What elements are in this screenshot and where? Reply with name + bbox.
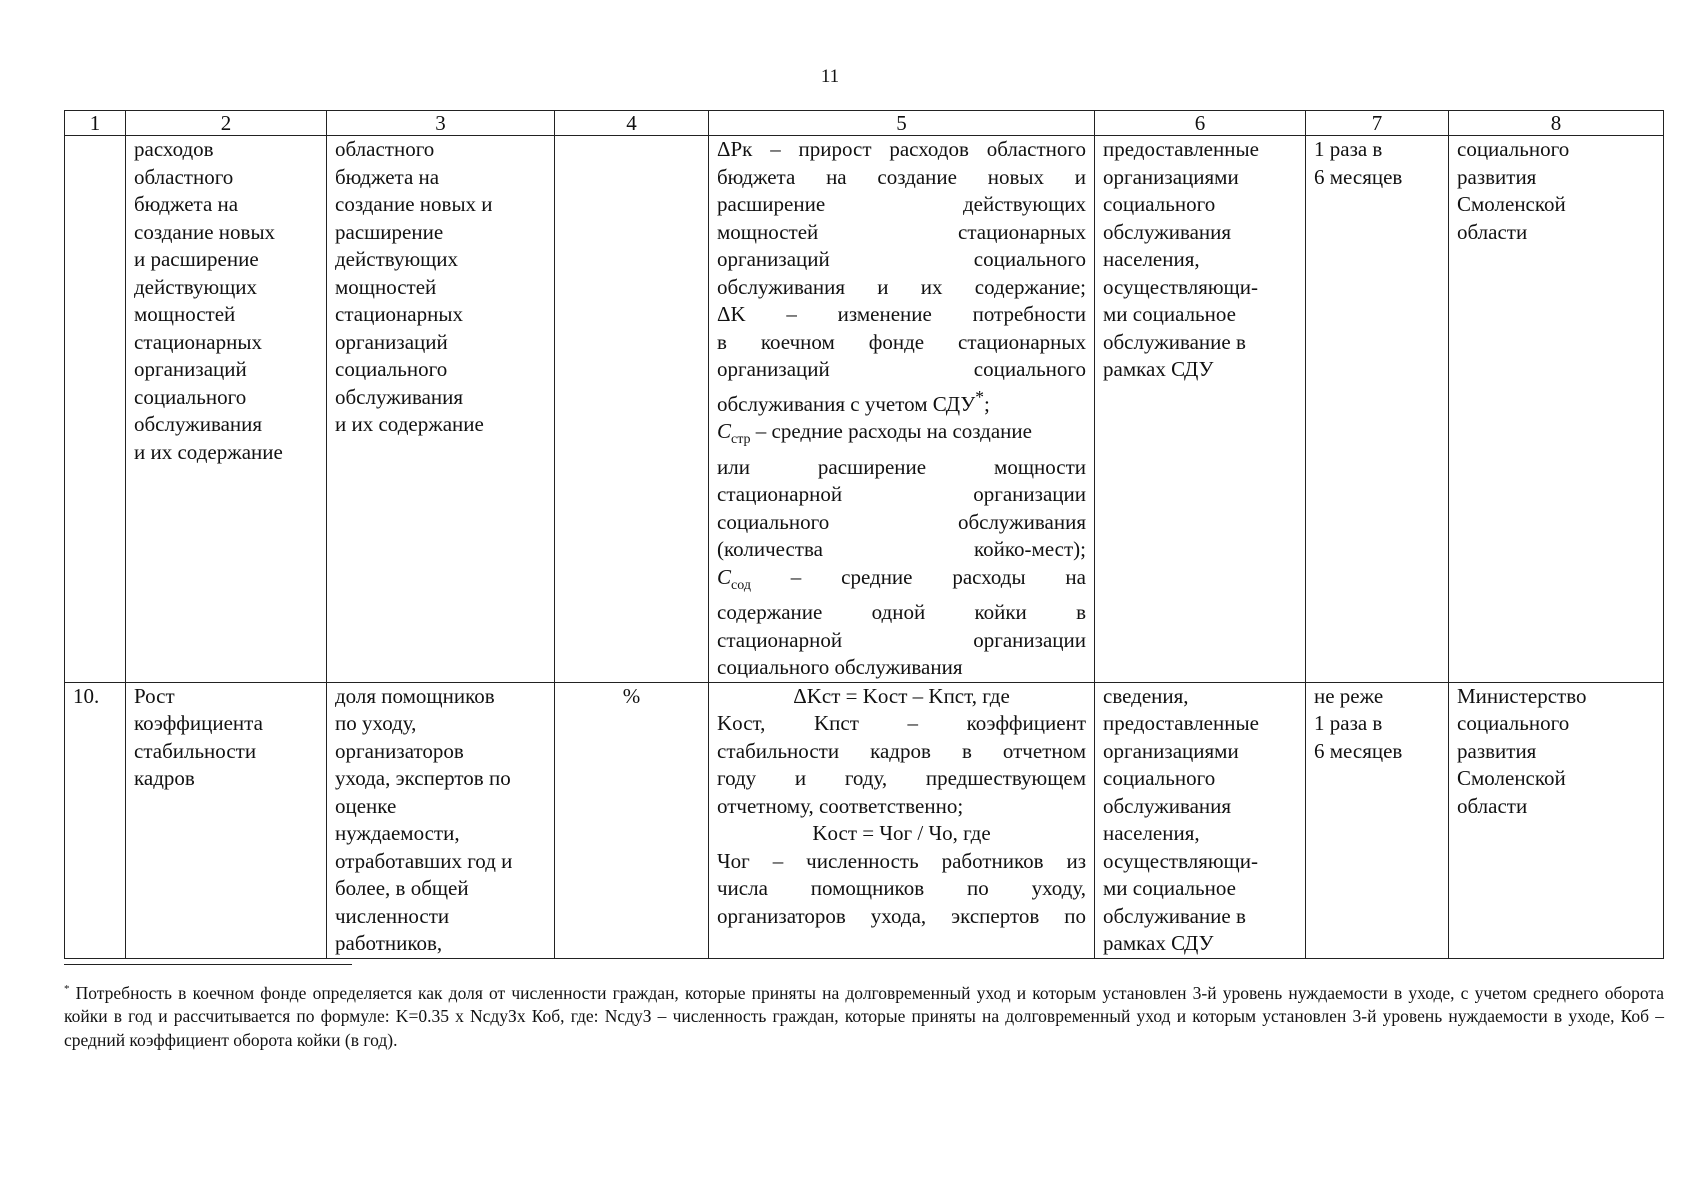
cell-text-line: обслуживание в (1103, 903, 1246, 928)
formula-line: обслуживания с учетом СДУ*; (717, 386, 990, 416)
formula-line: социального обслуживания (717, 655, 963, 679)
cell-text-line: социального (335, 357, 448, 381)
header-cell-3: 3 (327, 111, 555, 136)
cell-text-line: бюджета на (134, 192, 239, 216)
row-number-cell: 10. (65, 682, 126, 958)
cell-text-line: обслуживание в (1103, 329, 1246, 354)
cell-text-line: нуждаемости, (335, 821, 460, 845)
formula-line: Kост, Kпст – коэффициент (717, 711, 1086, 735)
header-cell-2: 2 (126, 111, 327, 136)
cell-text-line: 1 раза в (1314, 711, 1383, 735)
formula-line: ΔPк – прирост расходов областного (717, 137, 1086, 161)
cell-text-line: предоставленные (1103, 711, 1259, 735)
cell-text-line: мощностей (335, 274, 437, 299)
cell-text-line: организациями (1103, 164, 1239, 189)
table-row (65, 682, 1664, 958)
cell-text-line: расходов (134, 137, 214, 161)
formula-line: социального обслуживания (717, 509, 1086, 534)
footnote-mark: * (64, 983, 70, 995)
cell-text-line: Смоленской (1457, 766, 1566, 790)
formula-line: ΔK – изменение потребности (717, 302, 1086, 326)
formula-block-4 (717, 599, 1086, 682)
formula-line: организаторов ухода, экспертов по (717, 903, 1086, 928)
formula-line: Kост = Чог / Чо, где (812, 821, 991, 845)
cell-text-line: обслуживания (1103, 793, 1232, 818)
indicator-definition-cell (327, 682, 555, 958)
formula-cell (709, 136, 1095, 683)
cell-text-line: действующих (335, 247, 459, 271)
source-cell (1095, 136, 1306, 683)
indicator-name-cell (126, 136, 327, 683)
cell-text-line: по уходу, (335, 711, 417, 735)
formula-line: (количества койко-мест); (717, 537, 1086, 561)
header-cell-5: 5 (709, 111, 1095, 136)
formula-line: Чог – численность работников из (717, 848, 1086, 873)
formula-block-2 (717, 301, 1086, 384)
cell-text-line: стабильности (134, 738, 257, 763)
cell-text-line: обслуживания (134, 412, 263, 436)
formula-line: содержание одной койки в (717, 600, 1086, 624)
unit-cell: % (555, 682, 709, 958)
formula-line: организаций социального (717, 247, 1086, 271)
cell-text-line: осуществляющи- (1103, 848, 1258, 873)
formula-block-3 (717, 454, 1086, 564)
cell-text-line: области (1457, 219, 1528, 244)
cell-text-line: и их содержание (134, 439, 283, 464)
cell-text-line: организаторов (335, 738, 464, 763)
cell-text-line: населения, (1103, 247, 1200, 271)
cell-text-line: 1 раза в (1314, 137, 1383, 161)
cell-text-line: ми социальное (1103, 302, 1236, 326)
formula-line: ΔKст = Kост – Kпст, где (793, 683, 1010, 708)
table-row (65, 136, 1664, 683)
row-number-cell (65, 136, 126, 683)
header-cell-8: 8 (1449, 111, 1664, 136)
footnote-text: Потребность в коечном фонде определяется как доля от численности граждан, которые приняты на долговременный уход и которым установлен 3-й уровень нуждаемости в уходе, с учетом среднего оборота койки в год и рассчитывается по формуле: K=0.35 x NсдуЗх Коб, где: NсдуЗ – численность граждан, которые приняты на долговременный уход и которым установлен 3-й уровень нуждаемости в уходе, Коб – средний коэффициент оборота койки (в год). (64, 982, 1664, 1050)
c-str-line: $C_{стр}$ – средние расходы на создание (717, 419, 1032, 447)
cell-text-line: расширение (335, 219, 444, 244)
cell-text-line: рамках СДУ (1103, 931, 1214, 955)
formula-line: в коечном фонде стационарных (717, 329, 1086, 354)
page-number: 11 (820, 66, 840, 87)
cell-text-line: Смоленской (1457, 192, 1566, 216)
formula-line: бюджета на создание новых и (717, 164, 1086, 189)
cell-text-line: и расширение (134, 247, 259, 271)
cell-text-line: социального (1457, 137, 1570, 161)
cell-text-line: создание новых (134, 219, 276, 244)
formula-line: стабильности кадров в отчетном (717, 738, 1086, 763)
cell-text-line: предоставленные (1103, 137, 1259, 161)
cell-text-line: стационарных (134, 329, 262, 354)
cell-text-line: работников, (335, 931, 443, 955)
formula-line: организаций социального (717, 357, 1086, 381)
cell-text-line: организаций (134, 357, 247, 381)
cell-text-line: бюджета на (335, 164, 440, 189)
footnote-mark: * (975, 386, 984, 407)
cell-text-line: ухода, экспертов по (335, 766, 511, 790)
indicators-table (64, 110, 1664, 959)
indicator-definition-cell (327, 136, 555, 683)
header-row (65, 111, 1664, 136)
cell-text-line: более, в общей (335, 876, 469, 900)
cell-text-line: не реже (1314, 683, 1384, 708)
cell-text-line: населения, (1103, 821, 1200, 845)
formula-line: мощностей стационарных (717, 219, 1086, 244)
cell-text-line: организациями (1103, 738, 1239, 763)
cell-text-line: областного (134, 164, 234, 189)
responsible-cell (1449, 136, 1664, 683)
cell-text-line: отработавших год и (335, 848, 513, 873)
frequency-cell (1306, 136, 1449, 683)
unit-cell (555, 136, 709, 683)
responsible-cell (1449, 682, 1664, 958)
cell-text-line: обслуживания (335, 384, 464, 409)
formula-line: расширение действующих (717, 192, 1086, 216)
cell-text-line: 6 месяцев (1314, 164, 1403, 189)
cell-text-line: стационарных (335, 302, 463, 326)
cell-text-line: и их содержание (335, 412, 484, 436)
formula-block-1 (717, 136, 1086, 301)
header-cell-7: 7 (1306, 111, 1449, 136)
footnote-rule (64, 964, 352, 965)
cell-text-line: социального (1457, 711, 1570, 735)
formula-cell (709, 682, 1095, 958)
cell-text-line: численности (335, 903, 450, 928)
cell-text-line: ми социальное (1103, 876, 1236, 900)
cell-text-line: развития (1457, 164, 1537, 189)
formula-line: или расширение мощности (717, 454, 1086, 479)
formula-line: числа помощников по уходу, (717, 876, 1086, 900)
header-cell-1: 1 (65, 111, 126, 136)
header-cell-6: 6 (1095, 111, 1306, 136)
cell-text-line: рамках СДУ (1103, 357, 1214, 381)
cell-text-line: создание новых и (335, 192, 493, 216)
cell-text-line: развития (1457, 738, 1537, 763)
cell-text-line: кадров (134, 766, 195, 790)
cell-text-line: коэффициента (134, 711, 263, 735)
c-sod-line: $C_{сод}$ – средние расходы на (717, 564, 1086, 593)
cell-text-line: обслуживания (1103, 219, 1232, 244)
cell-text-line: осуществляющи- (1103, 274, 1258, 299)
formula-line: обслуживания и их содержание; (717, 274, 1086, 299)
footnote (64, 978, 1664, 1052)
formula-block-2 (717, 848, 1086, 931)
cell-text-line: социального (134, 384, 247, 409)
cell-text-line: действующих (134, 274, 258, 299)
frequency-cell (1306, 682, 1449, 958)
cell-text-line: Рост (134, 683, 175, 708)
formula-block-1 (717, 710, 1086, 793)
cell-text-line: организаций (335, 329, 448, 354)
cell-text-line: Министерство (1457, 683, 1587, 708)
formula-line: отчетному, соответственно; (717, 793, 964, 818)
formula-line: стационарной организации (717, 482, 1086, 506)
cell-text-line: социального (1103, 192, 1216, 216)
cell-text-line: оценке (335, 793, 397, 818)
cell-text-line: областного (335, 137, 435, 161)
indicator-name-cell (126, 682, 327, 958)
cell-text-line: 6 месяцев (1314, 738, 1403, 763)
source-cell (1095, 682, 1306, 958)
formula-line: стационарной организации (717, 627, 1086, 652)
cell-text-line: мощностей (134, 302, 236, 326)
cell-text-line: сведения, (1103, 683, 1189, 708)
cell-text-line: области (1457, 793, 1528, 818)
header-cell-4: 4 (555, 111, 709, 136)
formula-line: году и году, предшествующем (717, 766, 1086, 790)
cell-text-line: доля помощников (335, 683, 495, 708)
cell-text-line: социального (1103, 766, 1216, 790)
